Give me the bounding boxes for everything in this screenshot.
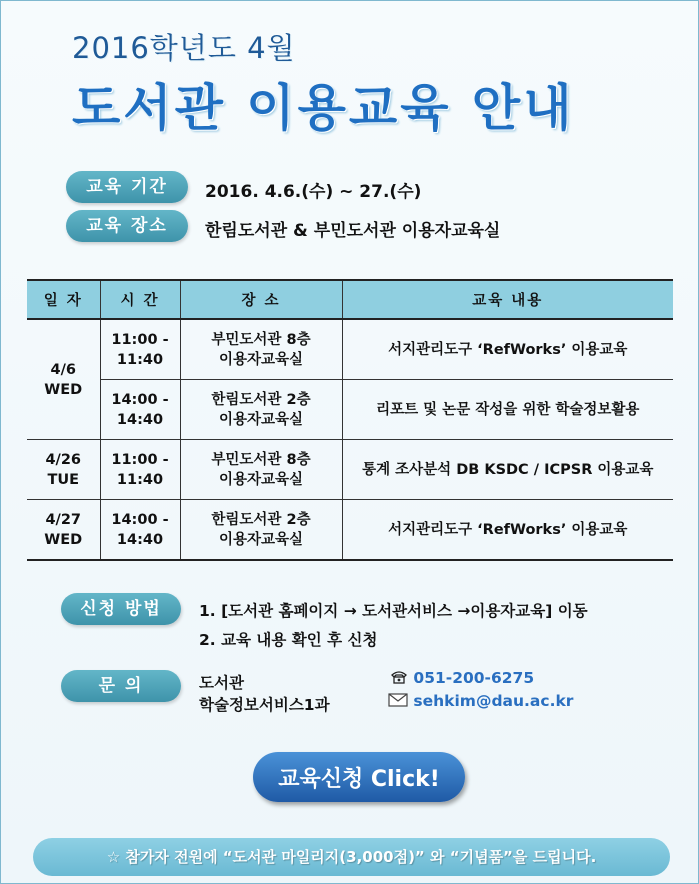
- header-date: 일 자: [27, 280, 100, 319]
- weekday: WED: [44, 531, 83, 548]
- date: 4/26: [45, 451, 82, 468]
- time-cell: [100, 380, 180, 440]
- weekday: WED: [44, 381, 83, 398]
- star-icon: ☆: [106, 848, 121, 866]
- content-cell: 통계 조사분석 DB KSDC / ICPSR 이용교육: [342, 440, 673, 500]
- contact-org-line2: 학술정보서비스1과: [199, 696, 330, 714]
- place-line2: 이용자교육실: [218, 411, 304, 428]
- content-cell: 서지관리도구 ‘RefWorks’ 이용교육: [342, 319, 673, 380]
- footer-text: 참가자 전원에 “도서관 마일리지(3,000점)” 와 “기념품”을 드립니다.: [125, 848, 597, 866]
- place-cell: [180, 440, 342, 500]
- place-cell: [180, 380, 342, 440]
- page-title: 도서관 이용교육 안내: [72, 79, 575, 137]
- contact-label: 문 의: [61, 670, 181, 702]
- content-cell: 서지관리도구 ‘RefWorks’ 이용교육: [342, 500, 673, 561]
- contact-email[interactable]: [388, 692, 573, 711]
- schedule-table: [27, 279, 673, 561]
- place-cell: [180, 500, 342, 561]
- apply-step-1: 1. [도서관 홈페이지 → 도서관서비스 →이용자교육] 이동: [199, 602, 588, 620]
- time-end: 14:40: [116, 531, 164, 548]
- time-end: 11:40: [116, 471, 164, 488]
- place-line1: 한림도서관 2층: [211, 391, 311, 408]
- place-line2: 이용자교육실: [218, 471, 304, 488]
- place-cell: [180, 319, 342, 380]
- table-row: [27, 319, 673, 380]
- place-value: 한림도서관 & 부민도서관 이용자교육실: [205, 221, 501, 241]
- place-line2: 이용자교육실: [218, 351, 304, 368]
- place-label: 교육 장소: [66, 210, 188, 242]
- header-content: 교육 내용: [342, 280, 673, 319]
- mail-icon: [388, 693, 408, 711]
- page-subtitle: 2016학년도 4월: [72, 31, 296, 65]
- phone-icon: [390, 670, 408, 688]
- date-cell: [27, 440, 100, 500]
- time-start: 14:00 -: [111, 391, 169, 408]
- header-place: 장 소: [180, 280, 342, 319]
- footer-banner: [33, 838, 670, 876]
- time-start: 11:00 -: [111, 331, 169, 348]
- date: 4/27: [45, 511, 82, 528]
- weekday: TUE: [47, 471, 80, 488]
- table-row: [27, 380, 673, 440]
- contact-phone: [390, 669, 534, 688]
- table-row: [27, 500, 673, 561]
- header-time: 시 간: [100, 280, 180, 319]
- table-header-row: [27, 280, 673, 319]
- date: 4/6: [50, 361, 76, 378]
- period-value: 2016. 4.6.(수) ~ 27.(수): [205, 182, 422, 202]
- place-line2: 이용자교육실: [218, 531, 304, 548]
- place-line1: 부민도서관 8층: [211, 331, 311, 348]
- table-row: [27, 440, 673, 500]
- apply-button[interactable]: 교육신청 Click!: [253, 752, 465, 802]
- time-end: 14:40: [116, 411, 164, 428]
- place-line1: 부민도서관 8층: [211, 451, 311, 468]
- apply-method-label: 신청 방법: [61, 593, 181, 625]
- date-cell: [27, 500, 100, 561]
- date-cell: [27, 319, 100, 440]
- time-cell: [100, 500, 180, 561]
- time-cell: [100, 319, 180, 380]
- content-cell: 리포트 및 논문 작성을 위한 학술정보활용: [342, 380, 673, 440]
- phone-number: 051-200-6275: [413, 669, 535, 687]
- place-line1: 한림도서관 2층: [211, 511, 311, 528]
- time-start: 14:00 -: [111, 511, 169, 528]
- contact-org-line1: 도서관: [199, 674, 244, 692]
- period-label: 교육 기간: [66, 171, 188, 203]
- time-end: 11:40: [116, 351, 164, 368]
- apply-step-2: 2. 교육 내용 확인 후 신청: [199, 631, 378, 649]
- time-start: 11:00 -: [111, 451, 169, 468]
- time-cell: [100, 440, 180, 500]
- email-address: sehkim@dau.ac.kr: [413, 692, 574, 710]
